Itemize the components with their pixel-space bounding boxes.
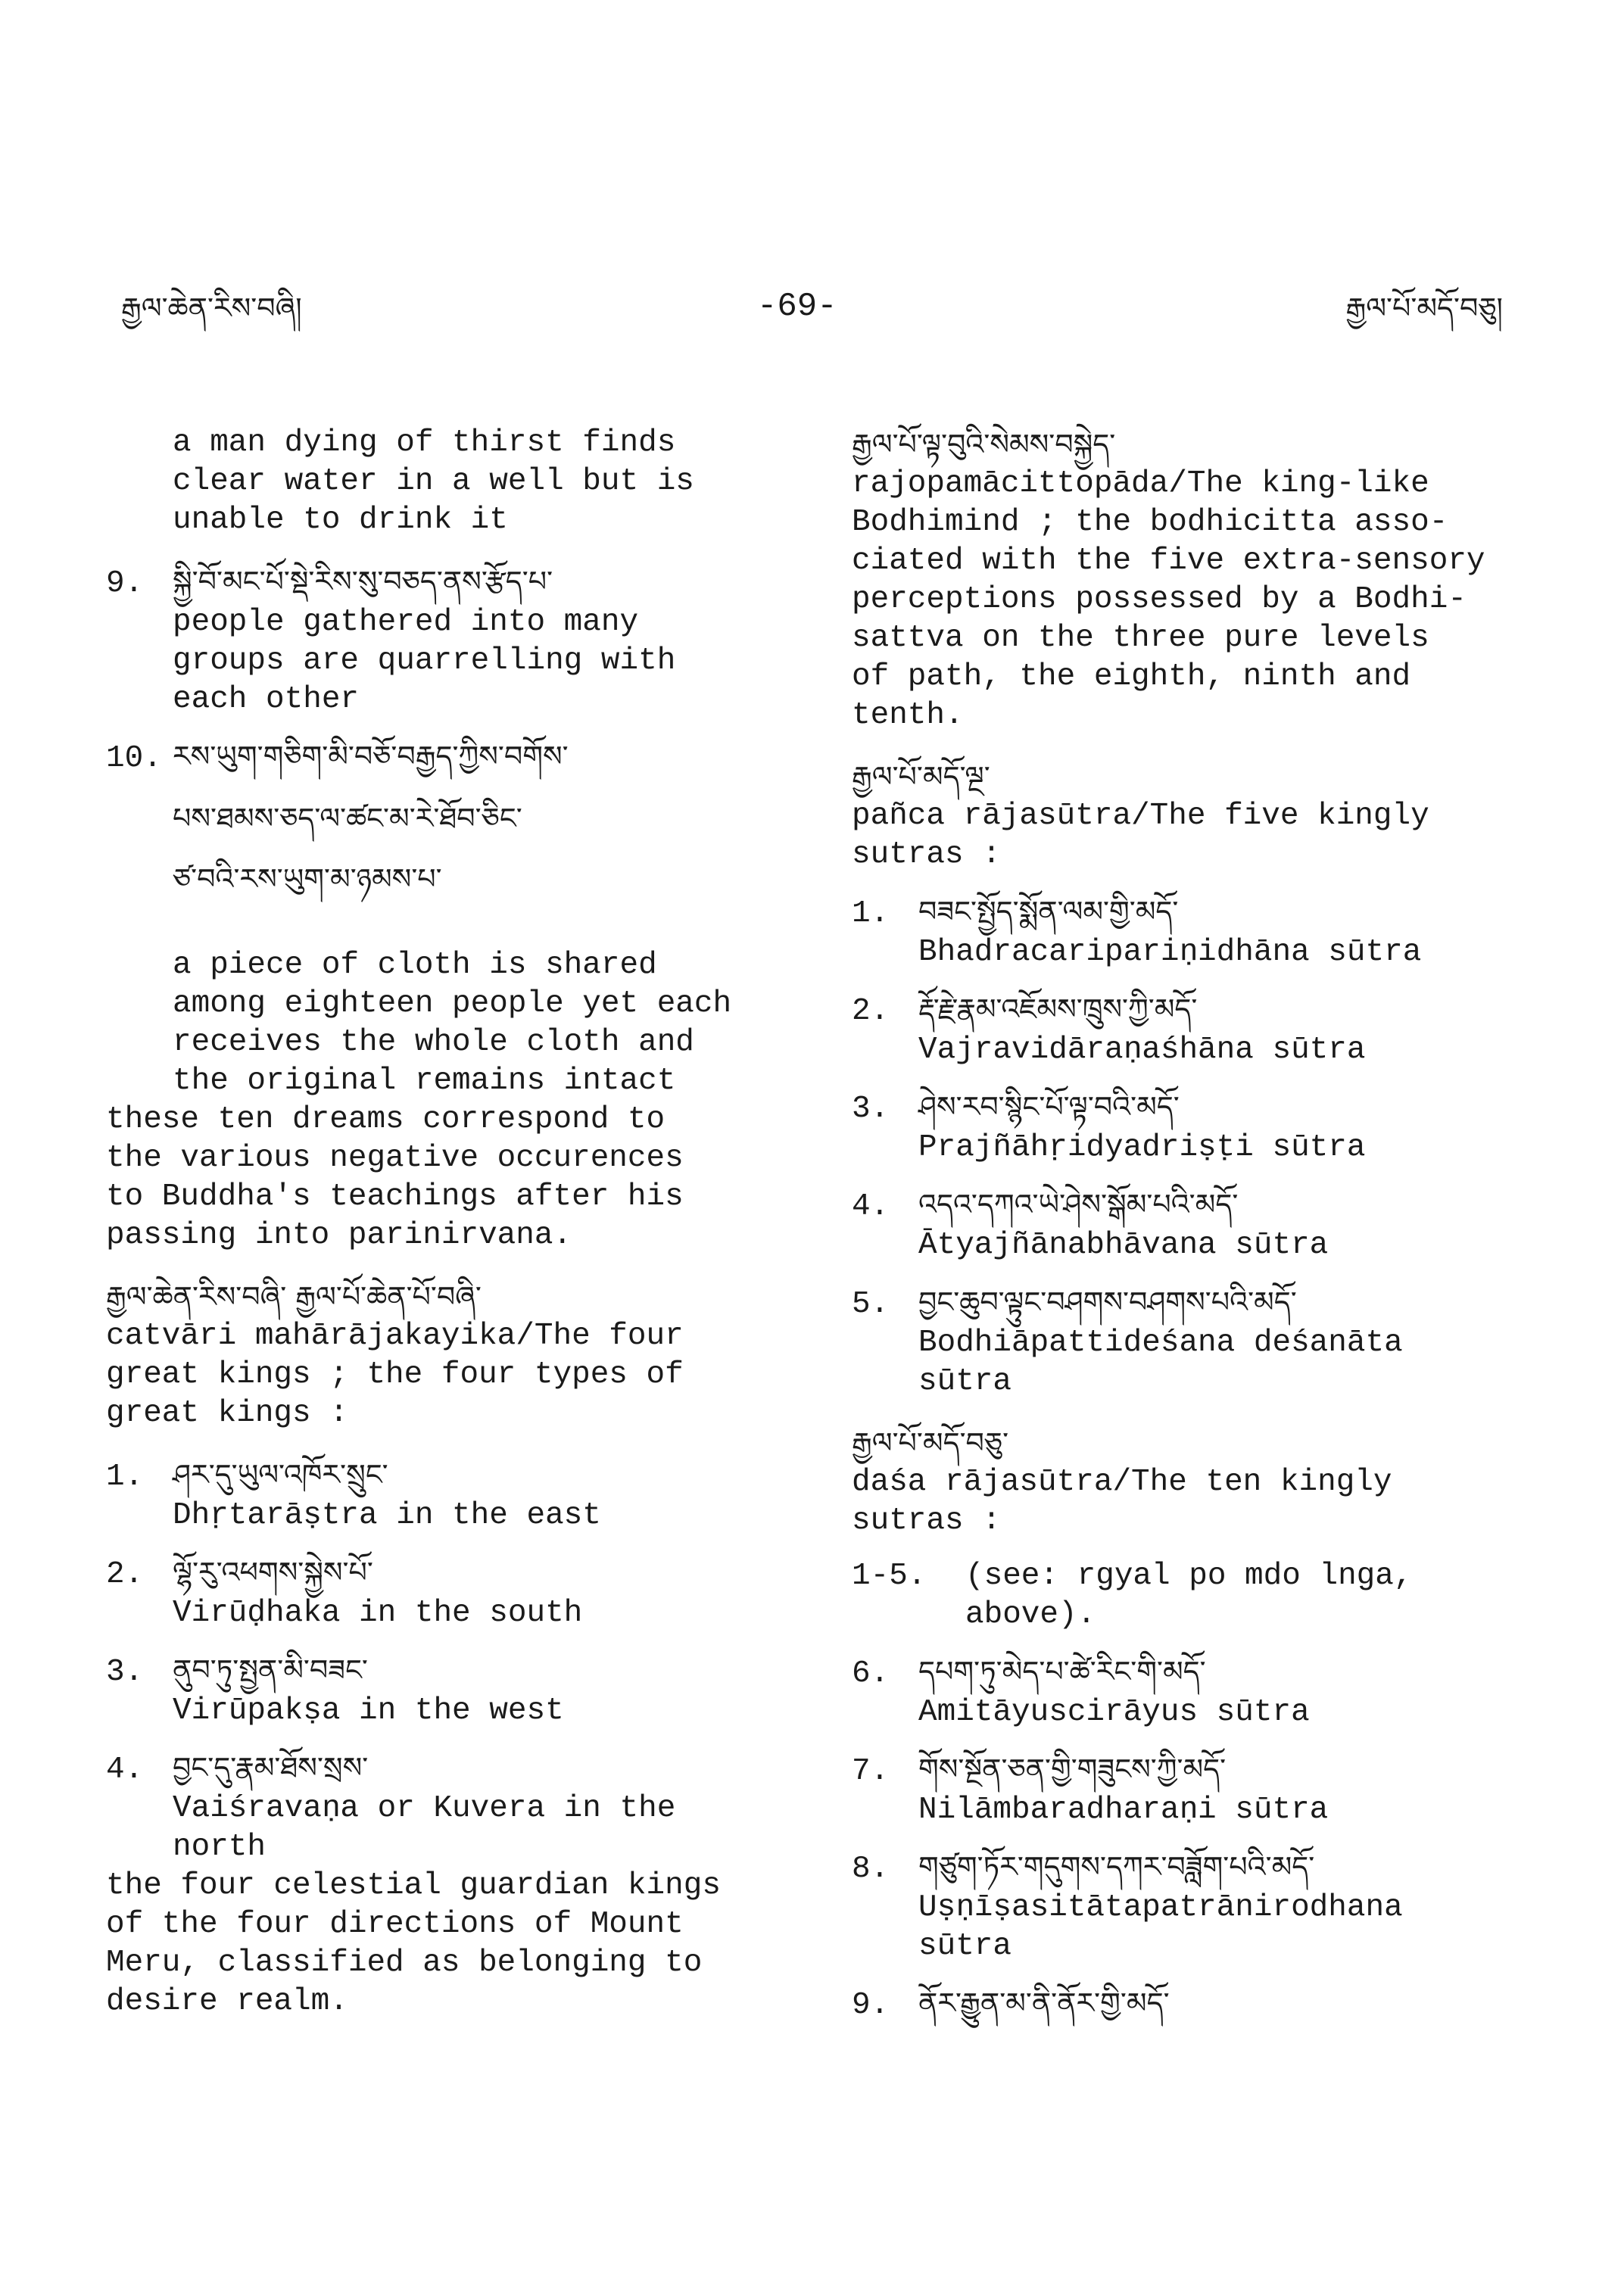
text-line: Vaiśravaṇa or Kuvera in the (173, 1791, 676, 1826)
list-item (106, 1454, 787, 1535)
item-number: 7. (852, 1754, 890, 1789)
text-line: Meru, classified as belonging to (106, 1946, 703, 1980)
item-number: 1-5. (852, 1559, 927, 1594)
text-line: each other (173, 682, 360, 717)
running-header-right: རྒྱལ་པོ་མདོ་བཅུ། (1345, 291, 1503, 325)
text-line: the original remains intact (173, 1064, 676, 1098)
text-line: Dhṛtarāṣtra in the east (173, 1498, 601, 1533)
continued-definition (106, 424, 787, 540)
item-number: 4. (852, 1189, 890, 1224)
list-item (852, 989, 1533, 1070)
text-line: a piece of cloth is shared (173, 948, 657, 983)
text-line: passing into parinirvana. (106, 1218, 572, 1253)
item-number: 8. (852, 1852, 890, 1886)
entry-king-like-bodhimind (852, 424, 1533, 735)
item-number: 4. (106, 1752, 144, 1787)
text-line: clear water in a well but is (173, 464, 694, 499)
dreams-summary (106, 1101, 787, 1255)
tibetan-term: ནུབ་ཏུ་སྤྱན་མི་བཟང་ (173, 1653, 368, 1687)
right-column (852, 424, 1533, 2042)
tibetan-term: གཙུག་ཏོར་གདུགས་དཀར་བཟློག་པའི་མདོ་ (918, 1850, 1315, 1883)
text-line: Uṣṇīṣasitātapatrānirodhana (918, 1890, 1403, 1925)
text-line: receives the whole cloth and (173, 1025, 694, 1060)
tibetan-term: འདའ་དཀའ་ཡེ་ཤེས་སྒོམ་པའི་མདོ་ (918, 1188, 1239, 1221)
text-line: sūtra (918, 1929, 1012, 1964)
text-line: sūtra (918, 1364, 1012, 1399)
headword-tibetan: རྒྱལ་པོ་མདོ་བཅུ་ (852, 1426, 1009, 1460)
item-number: 3. (852, 1092, 890, 1126)
text-line: sattva on the three pure levels (852, 621, 1429, 656)
entry-note (106, 1867, 787, 2021)
item-number: 3. (106, 1655, 144, 1690)
page-number: -69- (757, 288, 837, 326)
list-item (852, 1846, 1533, 1966)
item-number: 1. (106, 1460, 144, 1494)
tibetan-term: དཔག་ཏུ་མེད་པ་ཚེ་རིང་གི་མདོ་ (918, 1655, 1206, 1688)
list-item (852, 1086, 1533, 1167)
text-line: tenth. (852, 698, 964, 733)
text-line: sutras : (852, 1503, 1001, 1538)
text-line: Bodhimind ; the bodhicitta asso- (852, 505, 1448, 540)
text-line: sutras : (852, 837, 1001, 872)
text-line: groups are quarrelling with (173, 643, 676, 678)
item-number: 5. (852, 1287, 890, 1322)
item-number: 9. (106, 566, 144, 601)
text-line: among eighteen people yet each (173, 986, 732, 1021)
text-line: people gathered into many (173, 605, 639, 640)
text-line: Bhadracaripariṇidhāna sūtra (918, 935, 1422, 970)
text-line: Vajravidāraṇaśhāna sūtra (918, 1033, 1366, 1067)
tibetan-term: བཟང་སྤྱོད་སྨོན་ལམ་གྱི་མདོ་ (918, 895, 1179, 928)
entry-four-great-kings (106, 1276, 787, 2021)
text-line: north (173, 1830, 267, 1865)
list-item (852, 891, 1533, 972)
dream-item-9 (106, 561, 787, 719)
tibetan-term: པས་ཐམས་ཅད་ལ་ཚང་མ་རེ་ཐོབ་ཅིང་ (173, 802, 522, 835)
item-number: 9. (852, 1988, 890, 2023)
text-line: pañca rājasūtra/The five kingly (852, 799, 1429, 833)
text-line: a man dying of thirst finds (173, 425, 676, 460)
text-line: the various negative occurences (106, 1141, 684, 1176)
list-item (106, 1552, 787, 1633)
list-item (852, 1983, 1533, 2025)
text-line: rajopamācittopāda/The king-like (852, 466, 1429, 501)
headword-tibetan: རྒྱལ་ཆེན་རིས་བཞི་ རྒྱལ་པོ་ཆེན་པོ་བཞི་ (106, 1280, 482, 1313)
item-number: 2. (106, 1557, 144, 1592)
headword-tibetan: རྒྱལ་པོ་མདོ་ལྔ་ (852, 760, 990, 793)
text-line: Bodhiāpattideśana deśanāta (918, 1326, 1403, 1360)
text-line: Virūḍhaka in the south (173, 1596, 583, 1631)
text-line: Prajñāhṛidyadriṣṭi sūtra (918, 1130, 1366, 1165)
tibetan-term: ལྷོ་རུ་འཕགས་སྐྱེས་པོ་ (173, 1556, 373, 1589)
text-line: Ātyajñānabhāvana sūtra (918, 1228, 1329, 1263)
item-number: 6. (852, 1656, 890, 1691)
item-number: 10. (106, 741, 162, 776)
text-line: Amitāyuscirāyus sūtra (918, 1695, 1310, 1730)
entry-five-kingly-sutras (852, 756, 1533, 1401)
list-item (852, 1557, 1533, 1634)
text-line: unable to drink it (173, 503, 508, 537)
item-number: 1. (852, 896, 890, 931)
tibetan-term: ཤེས་རབ་སྙིང་པོ་ལྟ་བའི་མདོ་ (918, 1090, 1180, 1123)
text-line: desire realm. (106, 1984, 348, 2019)
tibetan-term: བྱང་དུ་རྣམ་ཐོས་སྲས་ (173, 1751, 369, 1784)
tibetan-term: ཤར་དུ་ཡུལ་འཁོར་སྲུང་ (173, 1458, 388, 1491)
text-line: Nilāmbaradharaṇi sūtra (918, 1793, 1329, 1827)
text-line: to Buddha's teachings after his (106, 1179, 684, 1214)
text-line: these ten dreams correspond to (106, 1102, 665, 1137)
tibetan-term: བྱང་ཆུབ་ལྟུང་བཤགས་བཤགས་པའི་མདོ་ (918, 1285, 1297, 1319)
list-item (106, 1747, 787, 1867)
text-line: of the four directions of Mount (106, 1907, 684, 1942)
list-item (852, 1749, 1533, 1830)
dream-item-10-gloss (106, 946, 787, 1101)
entry-ten-kingly-sutras (852, 1422, 1533, 2025)
dream-item-10 (106, 736, 787, 778)
list-item (852, 1282, 1533, 1401)
left-column (106, 424, 787, 2021)
list-item (852, 1184, 1533, 1265)
text-line: above). (965, 1597, 1096, 1632)
tibetan-term: རྡོ་རྗེ་རྣམ་འཇོམས་ཁྲུས་ཀྱི་མདོ་ (918, 992, 1198, 1026)
text-line: great kings : (106, 1396, 348, 1431)
text-line: the four celestial guardian kings (106, 1868, 721, 1903)
text-line: perceptions possessed by a Bodhi- (852, 582, 1467, 617)
tibetan-term: ནོར་རྒྱུན་མ་ནི་ནོར་གྱི་མདོ་ (918, 1986, 1170, 2020)
tibetan-term: སྐྱི་བོ་མང་པོ་སྡེ་རིས་སུ་བཅད་ནས་རྩོད་པ་ (173, 565, 553, 598)
list-item (852, 1651, 1533, 1732)
text-line: ciated with the five extra-sensory (852, 544, 1485, 578)
headword-tibetan: རྒྱལ་པོ་ལྟ་བུའི་སེམས་བསྐྱེད་ (852, 428, 1116, 461)
list-item (106, 1650, 787, 1731)
item-number: 2. (852, 994, 890, 1029)
tibetan-term: རས་ཡུག་གཅིག་མི་བཅོ་བརྒྱད་ཀྱིས་བགོས་ (173, 740, 569, 773)
text-line: Virūpakṣa in the west (173, 1693, 564, 1728)
running-header-left: རྒྱལ་ཆེན་རིས་བཞི། (121, 291, 302, 325)
text-line: catvāri mahārājakayika/The four (106, 1319, 684, 1354)
tibetan-term: ཙ་བའི་རས་ཡུག་མ་ཉམས་པ་ (173, 862, 442, 896)
text-line: great kings ; the four types of (106, 1357, 684, 1392)
text-line: (see: rgyal po mdo lnga, (965, 1559, 1413, 1594)
tibetan-term: གོས་སྔོན་ཅན་གྱི་གཟུངས་ཀྱི་མདོ་ (918, 1752, 1227, 1786)
text-line: daśa rājasūtra/The ten kingly (852, 1465, 1392, 1500)
text-line: of path, the eighth, ninth and (852, 659, 1411, 694)
